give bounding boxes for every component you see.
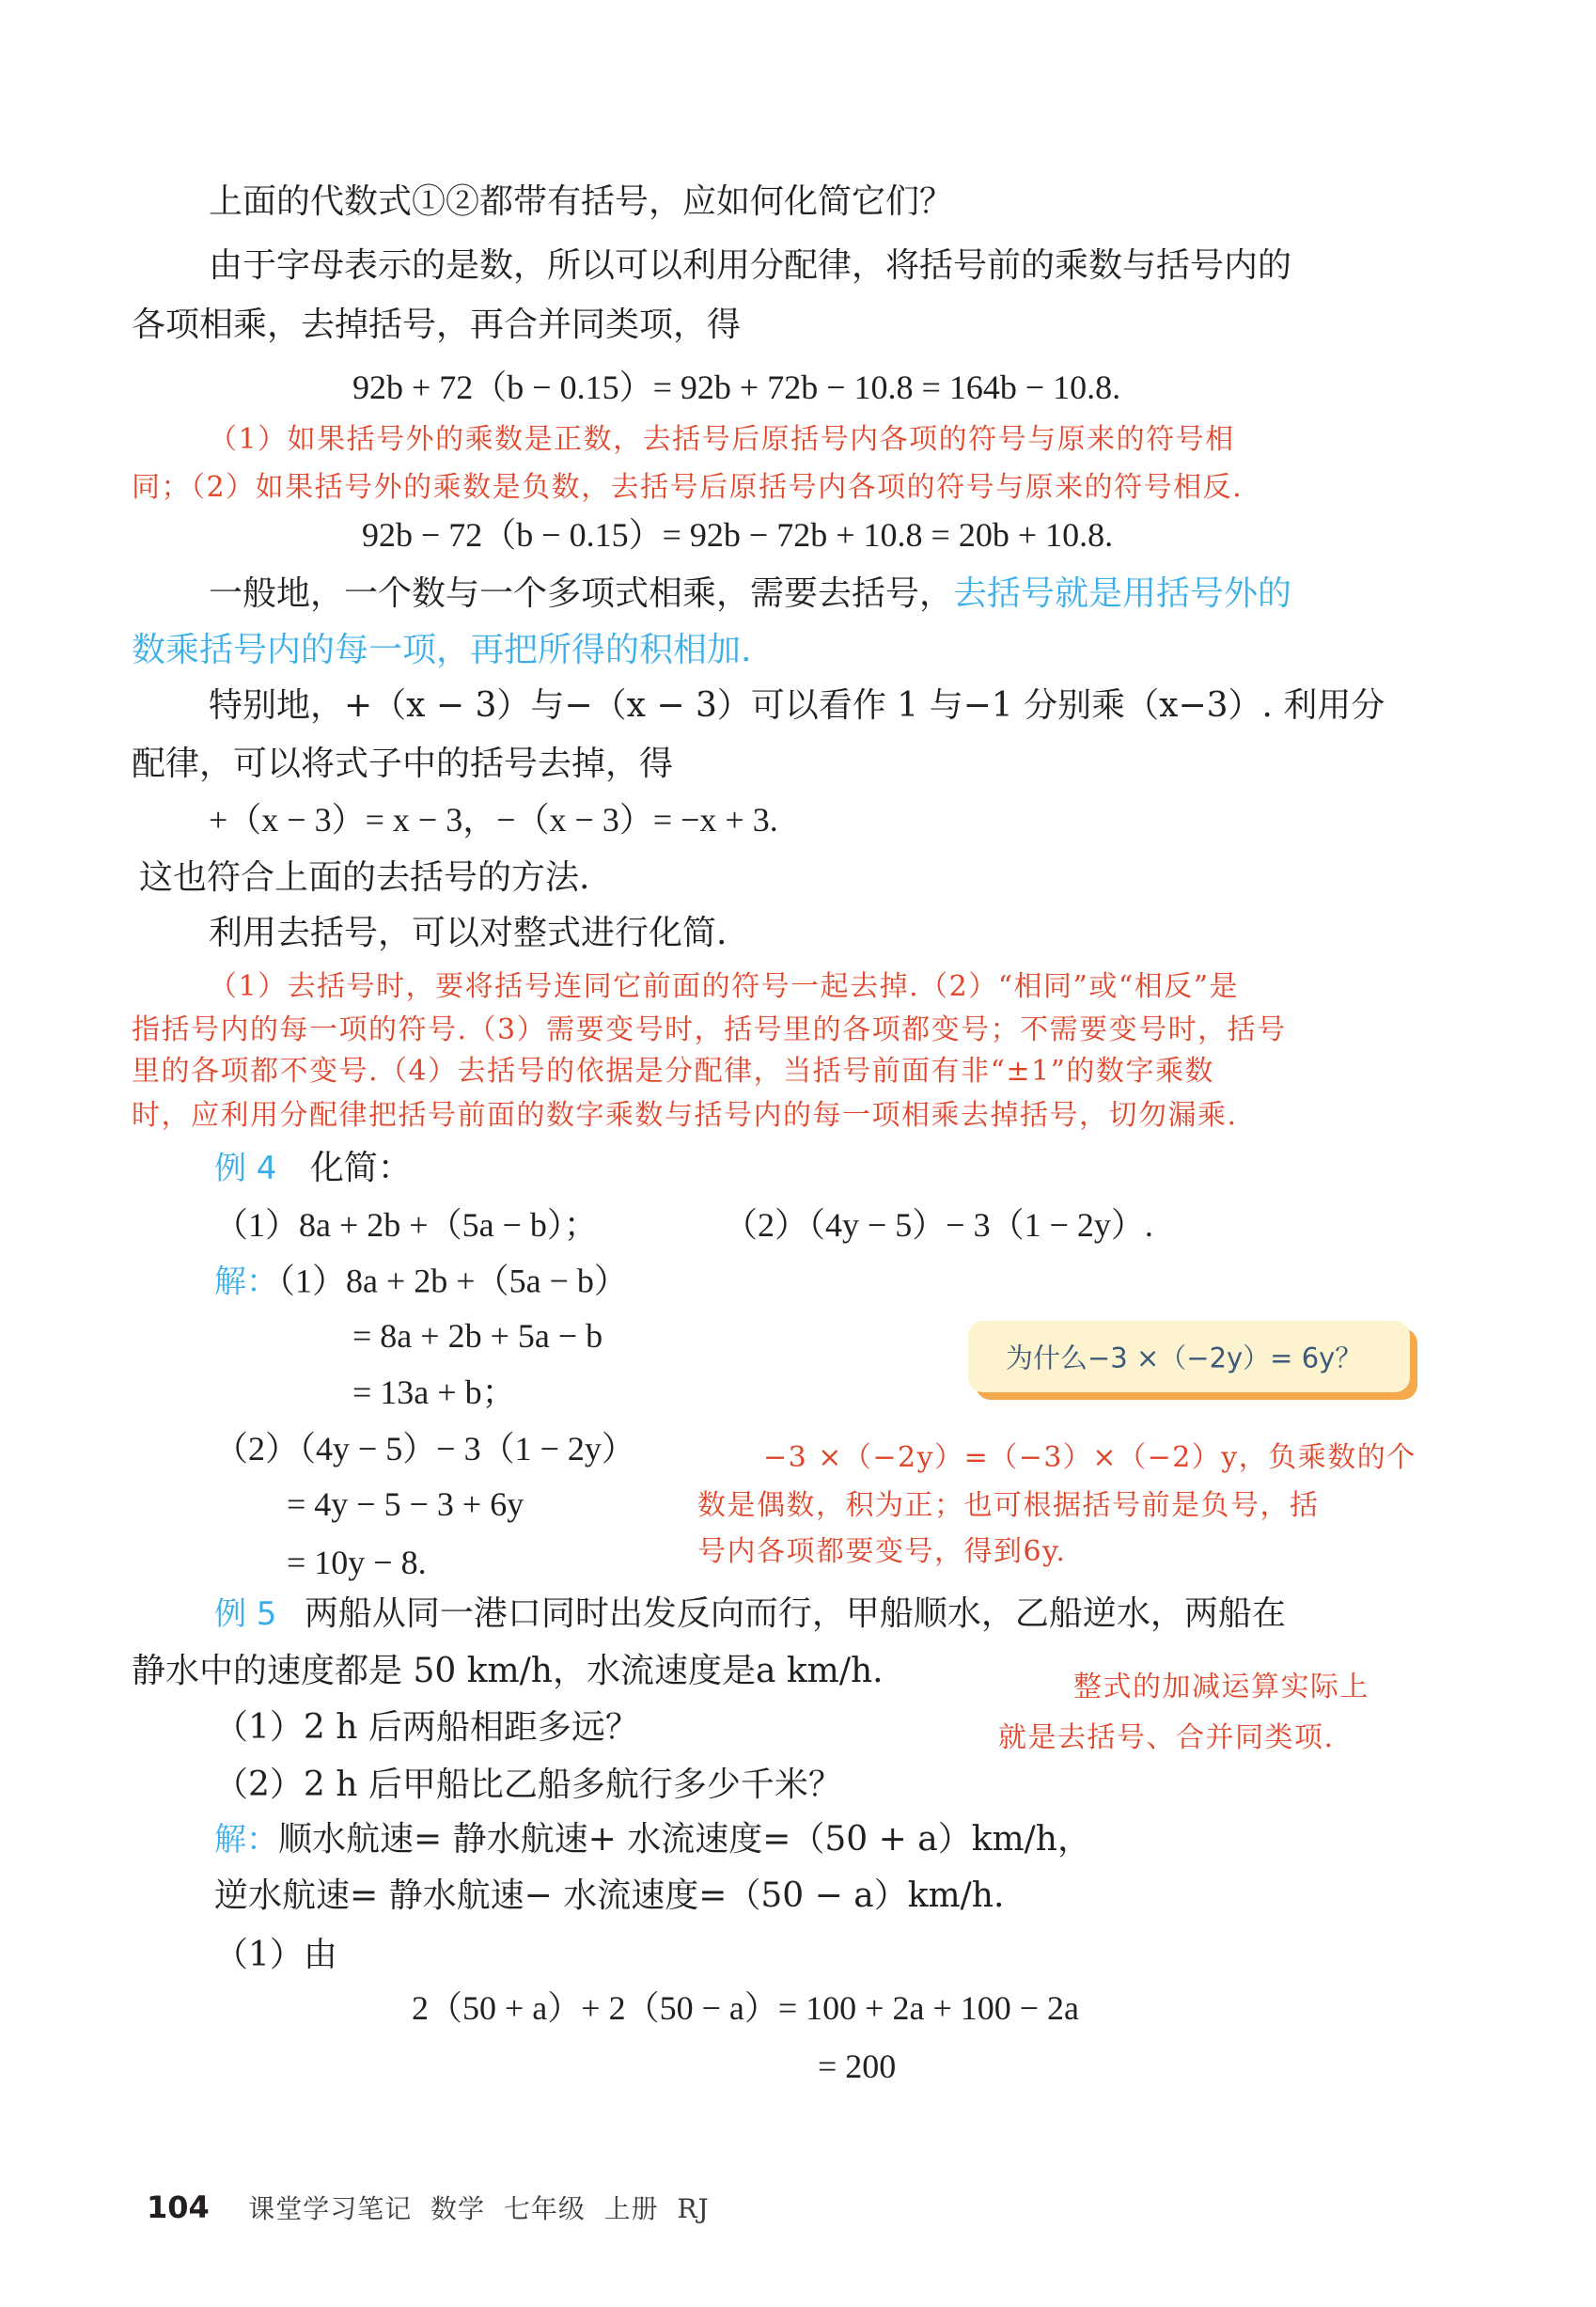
example4-heading [214,1148,412,1189]
example5-solution-label: 解： [214,1821,278,1859]
page-footer [147,2187,710,2230]
rule-highlight-line2: 数乘括号内的每一项，再把所得的积相加. [132,631,752,669]
callout-answer-line2: 数是偶数，积为正；也可根据括号前是负号，括 [697,1489,1320,1522]
special-case-equation: +（x − 3）= x − 3，−（x − 3）= −x + 3. [209,801,778,839]
example5-solution-line1 [214,1819,1091,1860]
example5-question1: （1）2 h 后两船相距多远？ [214,1708,639,1747]
example4-solution1-line2: = 8a + 2b + 5a − b [352,1317,603,1355]
special-case-line2: 配律，可以将式子中的括号去掉，得 [132,745,674,783]
question-callout [968,1321,1410,1392]
equation-positive-expansion: 92b + 72（b − 0.15）= 92b + 72b − 10.8 = 164b − 10.8. [352,369,1121,406]
book-title: 课堂学习笔记 数学 七年级 上册 RJ [248,2193,710,2224]
example5-part1-result: = 200 [818,2048,897,2085]
rule-highlight-text: 去括号就是用括号外的 [953,574,1292,613]
annotation-sign-rule-line2: 同；（2）如果括号外的乘数是负数，去括号后原括号内各项的符号与原来的符号相反. [132,471,1244,504]
annotation-bracket-rules-line4: 时，应利用分配律把括号前面的数字乘数与括号内的每一项相乘去掉括号，切勿漏乘. [132,1099,1238,1132]
example5-part1-intro: （1）由 [214,1936,337,1974]
callout-answer-line3: 号内各项都要变号，得到6y. [697,1535,1067,1568]
example4-solution-label: 解： [214,1263,278,1301]
example5-problem-line2: 静水中的速度都是 50 km/h，水流速度是a km/h. [132,1652,884,1690]
special-case-line3: 这也符合上面的去括号的方法. [139,858,590,897]
example4-task: 化简： [309,1149,412,1187]
annotation-bracket-rules-line3: 里的各项都不变号.（4）去括号的依据是分配律，当括号前面有非“±1”的数字乘数 [132,1055,1215,1088]
special-case-line4: 利用去括号，可以对整式进行化简. [209,914,728,952]
example5-part1-equation: 2（50 + a）+ 2（50 − a）= 100 + 2a + 100 − 2a [412,1989,1080,2027]
intro-paragraph-line1: 由于字母表示的是数，所以可以利用分配律，将括号前的乘数与括号内的 [209,246,1292,285]
side-note-line1: 整式的加减运算实际上 [1073,1671,1369,1703]
example4-solution2-line1: （2）（4y − 5）− 3（1 − 2y） [214,1430,635,1467]
example4-solution2-line3: = 10y − 8. [287,1544,427,1581]
callout-question-text: 为什么−3 ×（−2y）= 6y？ [1006,1342,1363,1374]
example4-solution1-line1 [214,1261,628,1303]
page-number: 104 [147,2189,210,2225]
annotation-sign-rule-line1: （1）如果括号外的乘数是正数，去括号后原括号内各项的符号与原来的符号相 [209,423,1235,456]
example4-question1: （1）8a + 2b +（5a − b）； [214,1206,598,1244]
example5-problem-text: 两船从同一港口同时出发反向而行，甲船顺水，乙船逆水，两船在 [304,1594,1286,1633]
example4-solution1-line3: = 13a + b； [352,1373,516,1411]
annotation-bracket-rules-line2: 指括号内的每一项的符号.（3）需要变号时，括号里的各项都变号；不需要变号时，括号 [132,1013,1287,1046]
example5-question2: （2）2 h 后甲船比乙船多航行多少千米？ [214,1766,842,1804]
example4-solution2-line2: = 4y − 5 − 3 + 6y [287,1485,524,1523]
example5-downstream-speed: 顺水航速= 静水航速+ 水流速度=（50 + a）km/h， [278,1820,1091,1859]
equation-negative-expansion: 92b − 72（b − 0.15）= 92b − 72b + 10.8 = 20b + 10.8. [362,516,1114,554]
example4-question2: （2）（4y − 5）− 3（1 − 2y）. [724,1206,1153,1244]
callout-answer-line1: −3 ×（−2y）=（−3）×（−2）y，负乘数的个 [763,1441,1416,1474]
rule-line1 [209,573,1291,615]
example5-problem-line1 [214,1593,1286,1635]
intro-paragraph-line2: 各项相乘，去掉括号，再合并同类项，得 [132,306,742,344]
intro-question: 上面的代数式①②都带有括号，应如何化简它们？ [209,182,954,221]
side-note-line2: 就是去括号、合并同类项. [998,1721,1335,1754]
example4-label: 例 4 [214,1150,277,1187]
example4-solution1-expr: （1）8a + 2b +（5a − b） [278,1262,628,1300]
special-case-line1: 特别地，+（x − 3）与−（x − 3）可以看作 1 与−1 分别乘（x−3）. 利用分 [209,686,1385,725]
rule-plain-text: 一般地，一个数与一个多项式相乘，需要去括号， [209,574,954,613]
example5-upstream-speed: 逆水航速= 静水航速− 水流速度=（50 − a）km/h. [214,1876,1005,1915]
annotation-bracket-rules-line1: （1）去括号时，要将括号连同它前面的符号一起去掉.（2）“相同”或“相反”是 [209,970,1240,1003]
example5-label: 例 5 [214,1595,277,1633]
